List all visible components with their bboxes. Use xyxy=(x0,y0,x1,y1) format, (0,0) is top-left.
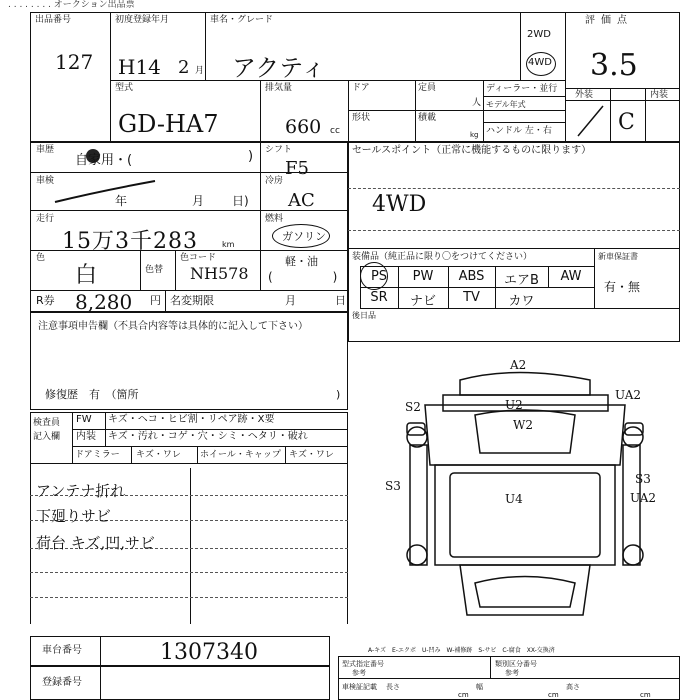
equip-navi: ナビ xyxy=(409,294,436,309)
sales-point-title: セールスポイント（正常に機能するものに限ります） xyxy=(352,145,592,156)
shaken-year: 年 xyxy=(115,194,128,208)
recycle-value: 8,280 xyxy=(75,290,133,314)
height-label: 高さ xyxy=(566,683,580,691)
lot-number-value: 127 xyxy=(55,50,94,74)
color-change-label: 色替 xyxy=(145,265,164,275)
history-label: 車歴 xyxy=(36,145,55,155)
equip-airbag: エアB xyxy=(504,273,539,288)
torn-header-text: . . . . . . . . オークション出品票 xyxy=(8,0,135,10)
width-label: 幅 xyxy=(476,683,483,691)
fuel-alt: 軽・油 xyxy=(285,255,318,268)
type-cert-sub: 参考 xyxy=(352,669,366,677)
shift-label: シフト xyxy=(265,145,293,155)
width-unit: cm xyxy=(548,691,559,699)
interior-row-label: 内装 xyxy=(76,431,96,442)
fuel-label: 燃料 xyxy=(265,214,284,224)
door-label: ドア xyxy=(352,83,370,93)
displacement-value: 660 xyxy=(285,116,322,138)
equip-pw: PW xyxy=(412,269,434,284)
name-change-label: 名変期限 xyxy=(170,294,214,307)
inspector-label: 検査員 記入欄 xyxy=(33,418,61,442)
mark-u4: U4 xyxy=(505,492,523,506)
equip-ps: PS xyxy=(370,269,388,284)
mileage-unit: km xyxy=(222,240,235,249)
recycle-label: R券 xyxy=(36,294,55,307)
door-mirror-label: ドアミラー xyxy=(75,450,120,460)
shift-value: F5 xyxy=(285,158,309,179)
fw-options: キズ・ヘコ・ヒビ割・リペア跡・X要 xyxy=(108,414,275,425)
ac-value: AC xyxy=(288,190,315,211)
capacity-unit: 人 xyxy=(472,98,482,108)
mark-u2: U2 xyxy=(505,398,523,412)
door-mirror-options: キズ・ワレ xyxy=(136,450,181,460)
equip-leather: カワ xyxy=(508,294,535,309)
ac-label: 冷房 xyxy=(265,176,284,186)
load-unit: kg xyxy=(470,131,479,139)
color-label: 色 xyxy=(36,253,46,263)
name-change-day: 日 xyxy=(335,294,346,307)
wheel-cap-label: ホイール・キャップ xyxy=(200,450,281,460)
mark-s3-right: S3 xyxy=(635,472,651,486)
length-unit: cm xyxy=(458,691,469,699)
type-cert-label: 型式指定番号 xyxy=(342,660,384,668)
car-name-value: アクティ xyxy=(232,54,326,82)
color-value: 白 xyxy=(75,263,98,288)
after-items-label: 後日品 xyxy=(352,311,376,320)
shaken-strike-line xyxy=(50,176,160,206)
interior-value: C xyxy=(618,110,635,135)
first-registration-era: H14 xyxy=(118,55,161,79)
first-registration-label: 初度登録年月 xyxy=(115,15,170,25)
class-sub: 参考 xyxy=(505,669,519,677)
registration-label: 登録番号 xyxy=(42,677,82,688)
sales-section xyxy=(348,142,680,342)
mark-a2: A2 xyxy=(510,358,527,372)
model-label: 型式 xyxy=(115,83,134,93)
mileage-value: 15万3千283 xyxy=(62,229,198,254)
repair-history-label: 修復歴 有 （箇所 xyxy=(45,388,139,401)
car-damage-diagram xyxy=(365,355,680,630)
model-year-label: モデル年式 xyxy=(486,100,526,109)
mark-s3-left: S3 xyxy=(385,479,401,493)
drive-2wd: 2WD xyxy=(527,29,551,40)
shape-label: 形状 xyxy=(352,113,371,123)
mark-ua2-right: UA2 xyxy=(630,491,657,505)
color-code-value: NH578 xyxy=(190,264,249,283)
equip-abs: ABS xyxy=(458,269,485,284)
grade-value: 3.5 xyxy=(590,48,638,83)
color-code-label: 色コード xyxy=(180,253,217,263)
exterior-label: 外装 xyxy=(575,90,594,100)
shaken-month: 月 xyxy=(192,194,205,208)
recycle-unit: 円 xyxy=(150,294,161,307)
displacement-unit: cc xyxy=(330,126,340,136)
exterior-slash-mark xyxy=(575,103,607,139)
mark-w2: W2 xyxy=(513,418,533,432)
mark-ua2-top: UA2 xyxy=(615,388,642,402)
equip-ps-circle xyxy=(360,262,388,290)
model-value: GD-HA7 xyxy=(118,110,219,138)
note-line-3: 荷台 キズ,凹,サビ xyxy=(36,534,156,552)
month-unit: 月 xyxy=(195,66,205,76)
drive-4wd: 4WD xyxy=(528,57,552,68)
interior-label: 内装 xyxy=(650,90,669,100)
length-label: 長さ xyxy=(386,683,400,691)
new-warranty-label: 新車保証書 xyxy=(598,252,638,261)
new-warranty-value: 有・無 xyxy=(604,280,641,294)
fuel-value: ガソリン xyxy=(282,230,326,243)
handle-label: ハンドル 左・右 xyxy=(486,126,552,136)
load-label: 積載 xyxy=(418,113,437,123)
chassis-value: 1307340 xyxy=(160,640,258,665)
equipment-title: 装備品（純正品に限り〇をつけてください） xyxy=(352,252,533,262)
grade-label: 評価点 xyxy=(585,15,633,26)
dealer-label: ディーラー・並行 xyxy=(486,84,558,94)
name-change-month: 月 xyxy=(285,294,296,307)
mark-s2: S2 xyxy=(405,400,421,414)
mileage-label: 走行 xyxy=(36,214,55,224)
first-registration-month: 2 xyxy=(178,57,190,78)
shaken-label: 車検 xyxy=(36,176,55,186)
equip-tv: TV xyxy=(463,290,480,305)
note-line-2: 下廻りサビ xyxy=(36,507,112,525)
interior-options: キズ・汚れ・コゲ・穴・シミ・ヘタリ・破れ xyxy=(108,431,308,442)
equip-aw: AW xyxy=(560,269,582,284)
wheel-cap-options: キズ・ワレ xyxy=(289,450,334,460)
car-name-label: 車名・グレード xyxy=(210,15,274,25)
dimension-label: 車検証記載 xyxy=(342,683,377,691)
displacement-label: 排気量 xyxy=(265,83,293,93)
notice-label: 注意事項申告欄（不具合内容等は具体的に記入して下さい） xyxy=(38,321,308,332)
history-value: 自家用・( xyxy=(75,153,133,168)
height-unit: cm xyxy=(640,691,651,699)
sales-point-value: 4WD xyxy=(372,192,427,217)
damage-legend: A-キズ E-エクボ U-凹み W-補修跡 S-サビ C-腐食 XX-交換済 xyxy=(368,647,555,654)
fw-label: FW xyxy=(76,414,92,425)
lot-number-label: 出品番号 xyxy=(35,15,72,25)
class-label: 類別区分番号 xyxy=(495,660,537,668)
note-line-1: アンテナ折れ xyxy=(36,482,126,500)
chassis-label: 車台番号 xyxy=(42,645,82,656)
shaken-day: 日) xyxy=(232,194,249,208)
capacity-label: 定員 xyxy=(418,83,437,93)
equip-sr: SR xyxy=(370,290,388,305)
